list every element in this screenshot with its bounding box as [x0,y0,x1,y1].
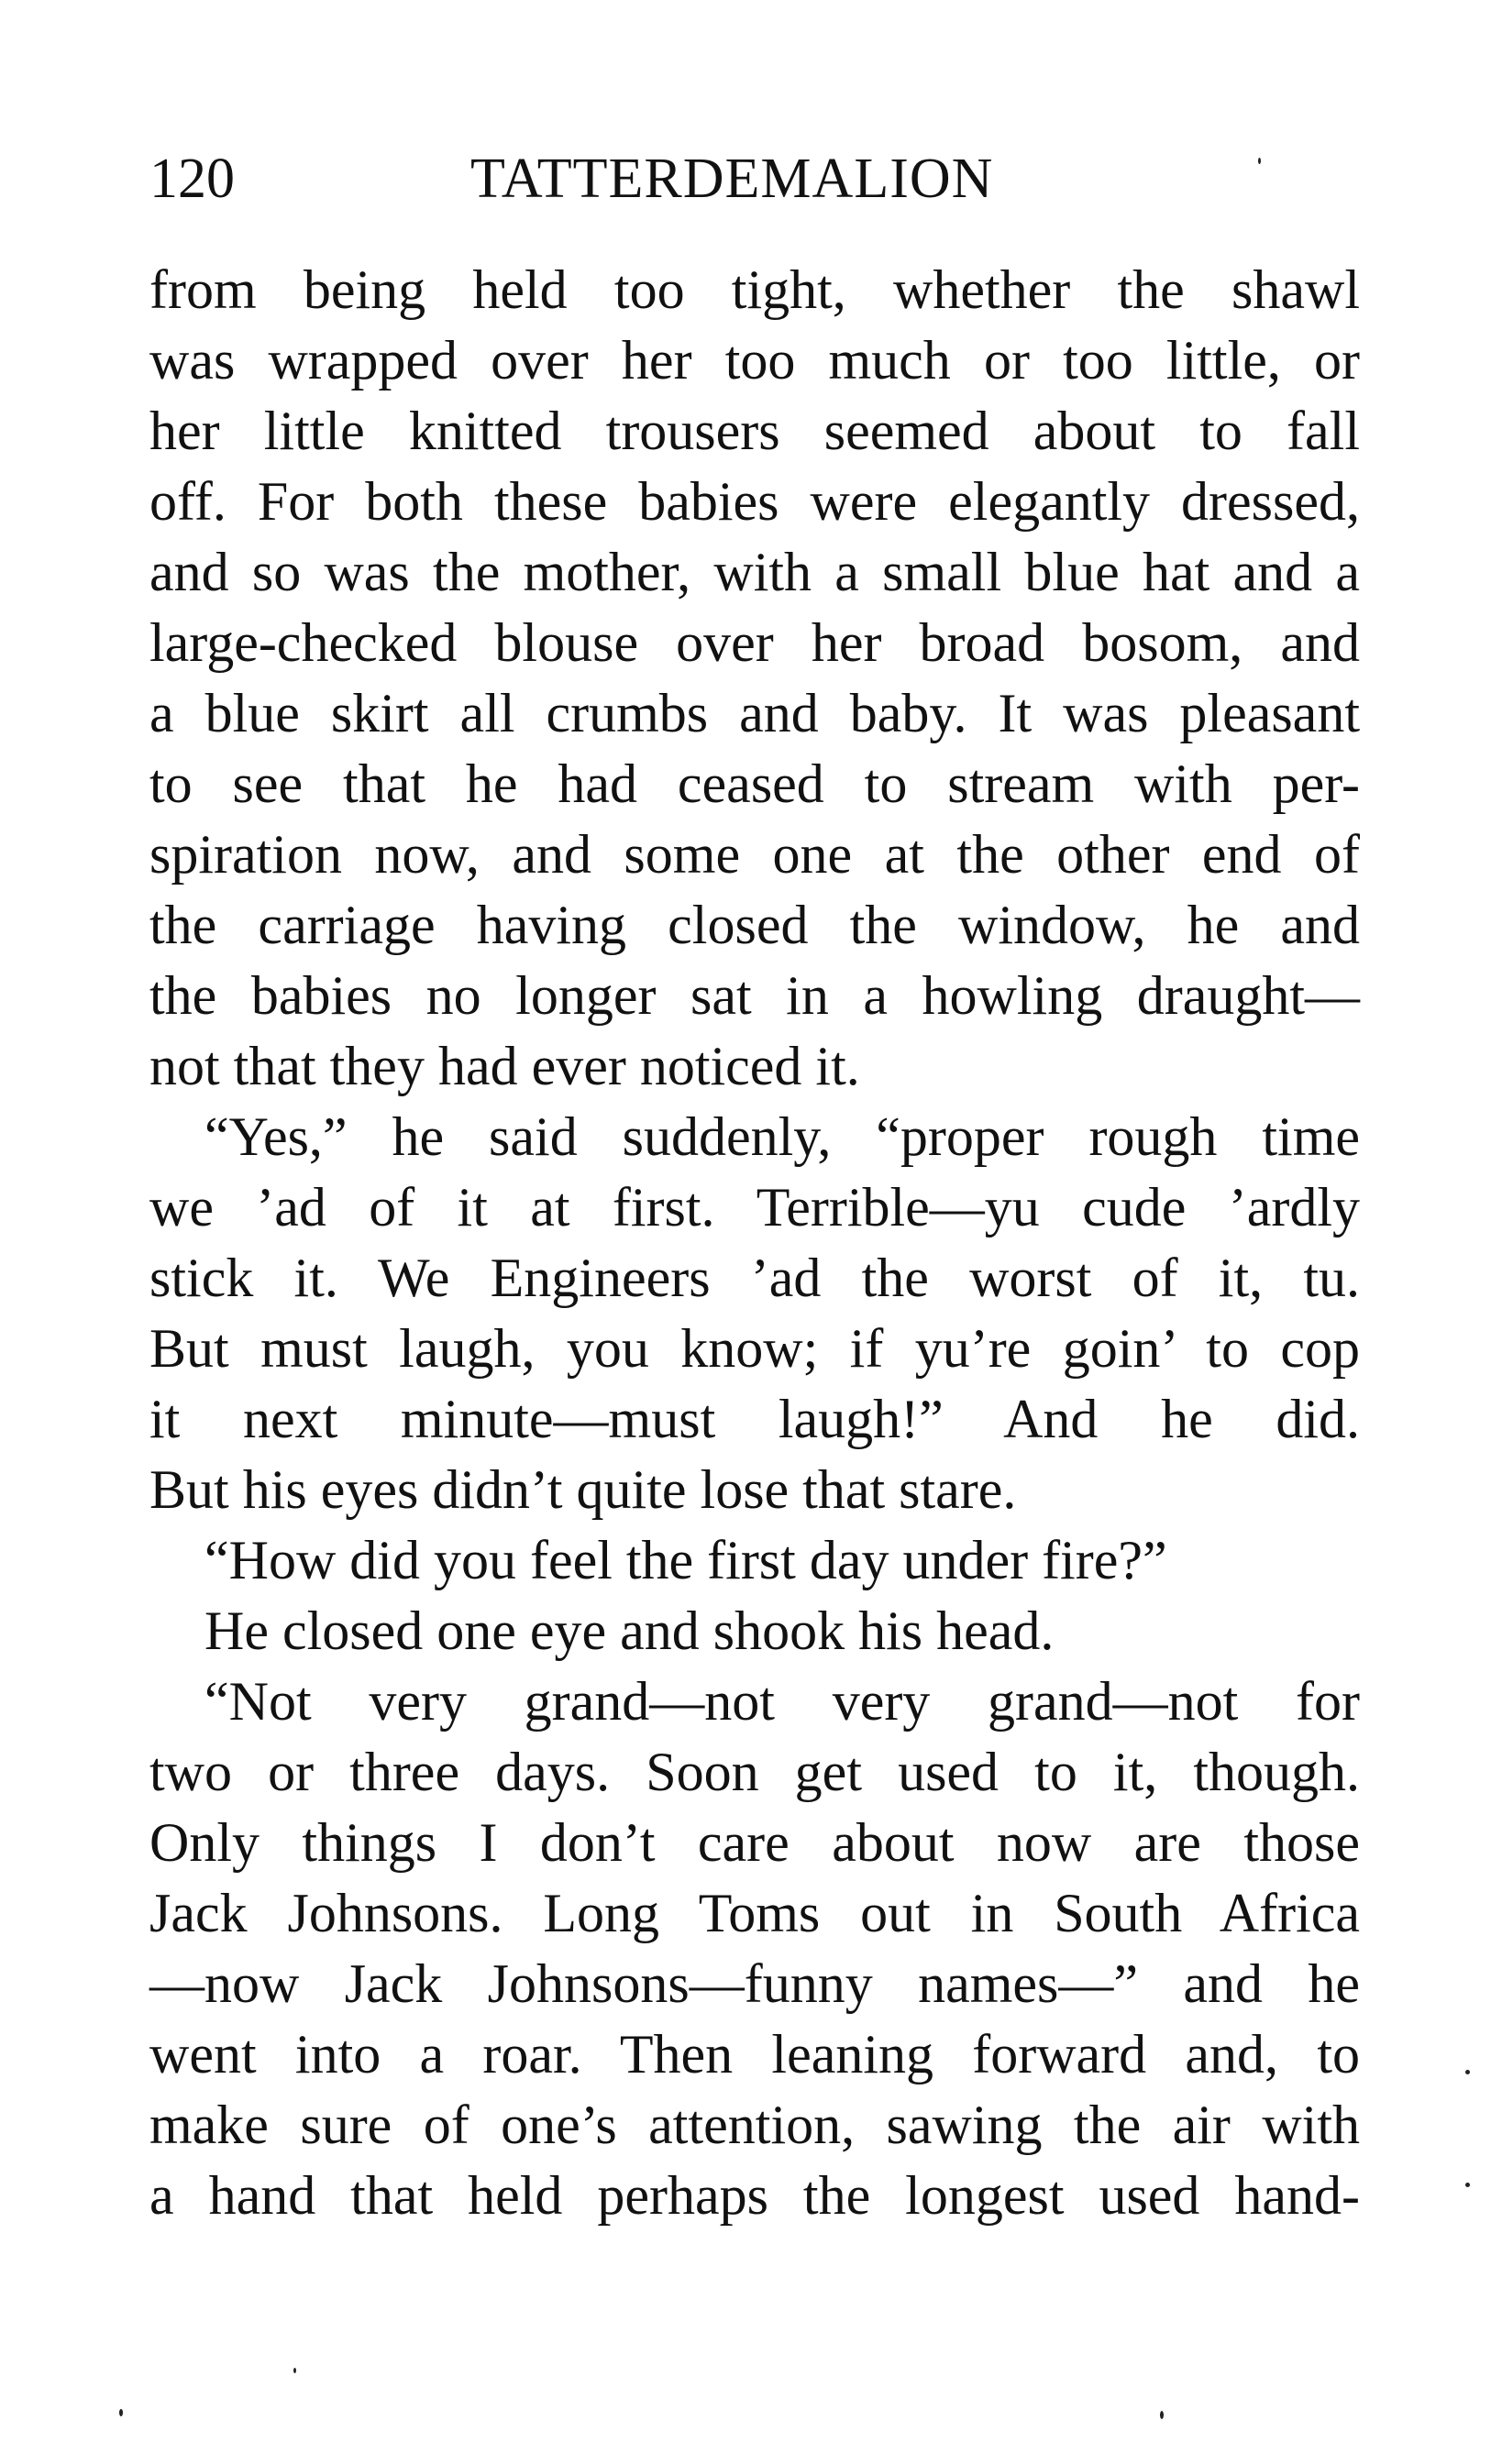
page-header [149,138,1360,220]
text-line: “Yes,” he said suddenly, “proper rough time [204,1106,1360,1167]
ink-speck [1258,158,1261,164]
text-line: two or three days. Soon get used to it, though. [149,1742,1360,1802]
text-line: was wrapped over her too much or too little, or [149,330,1360,390]
text-line: and so was the mother, with a small blue hat and a [149,542,1360,602]
text-line: the carriage having closed the window, he and [149,895,1360,955]
text-line: “Not very grand—not very grand—not for [204,1671,1360,1732]
text-line: Only things I don’t care about now are those [149,1812,1360,1873]
text-line: “How did you feel the first day under fire?” [204,1530,1167,1590]
text-line: the babies no longer sat in a howling draught— [149,965,1360,1026]
text-line: we ’ad of it at first. Terrible—yu cude ’ardly [149,1177,1360,1238]
text-line: from being held too tight, whether the shawl [149,259,1360,320]
text-line: stick it. We Engineers ’ad the worst of it, tu. [149,1248,1360,1308]
text-line: her little knitted trousers seemed about to fall [149,401,1360,461]
text-line: He closed one eye and shook his head. [204,1600,1055,1661]
ink-speck [1465,2070,1470,2074]
text-line: to see that he had ceased to stream with per- [149,754,1360,814]
text-line: make sure of one’s attention, sawing the air with [149,2095,1360,2155]
text-line: large-checked blouse over her broad bosom, and [149,612,1360,673]
text-line: off. For both these babies were elegantly dressed, [149,471,1360,532]
text-line: But must laugh, you know; if yu’re goin’ to cop [149,1318,1360,1379]
text-line: not that they had ever noticed it. [149,1036,860,1096]
ink-speck [119,2409,123,2416]
text-line: a blue skirt all crumbs and baby. It was pleasant [149,683,1360,743]
running-title: TATTERDEMALION [470,148,994,210]
text-line: spiration now, and some one at the other end of [149,824,1360,885]
ink-speck [1160,2411,1164,2419]
text-line: went into a roar. Then leaning forward and, to [149,2024,1360,2084]
text-line: —now Jack Johnsons—funny names—” and he [149,1953,1360,2014]
body-text [149,255,1360,2231]
text-line: a hand that held perhaps the longest used hand- [149,2165,1360,2226]
text-line: But his eyes didn’t quite lose that stare. [149,1459,1017,1520]
text-line: it next minute—must laugh!” And he did. [149,1389,1360,1449]
text-line: Jack Johnsons. Long Toms out in South Africa [149,1883,1360,1943]
ink-speck [1465,2183,1470,2187]
ink-speck [293,2368,296,2373]
page-number: 120 [149,148,235,210]
